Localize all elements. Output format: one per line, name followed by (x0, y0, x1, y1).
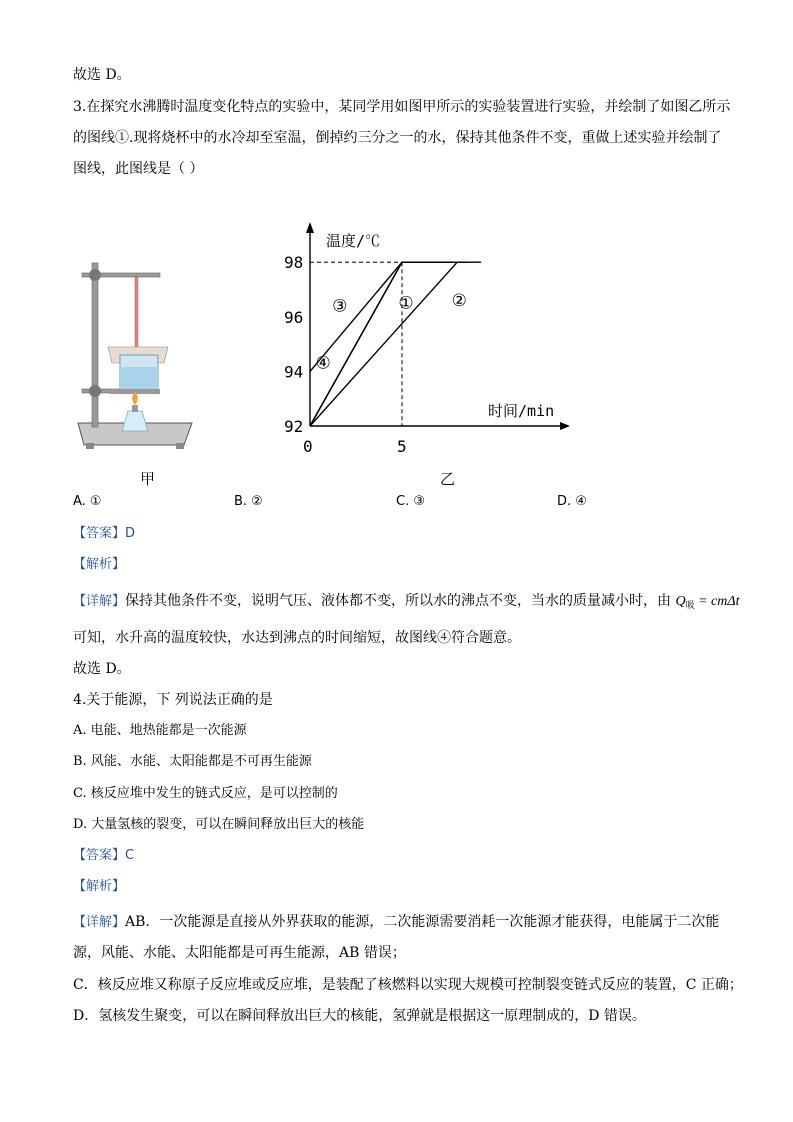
detail-3-line-1 (73, 591, 740, 615)
answer-label: 【答案】 (73, 526, 126, 541)
series-line-4 (310, 262, 402, 426)
figure-jia-caption: 甲 (140, 470, 156, 488)
detail-text: AB．一次能源是直接从外界获取的能源，二次能源需要消耗一次能源才能获得，电能属于二次能 (125, 914, 720, 930)
detail-label: 【详解】 (73, 915, 126, 930)
option-b[interactable]: B. ② (234, 494, 263, 509)
prev-conclusion: 故选 D。 (73, 67, 131, 83)
y-tick-label-94: 94 (284, 362, 304, 382)
x-axis-arrow (560, 422, 570, 430)
series-label-4: ④ (315, 353, 331, 374)
option-a[interactable]: A. ① (73, 494, 102, 509)
stand-rod (92, 263, 98, 427)
middle-clamp (89, 385, 101, 397)
origin-label: 0 (303, 437, 313, 456)
y-axis-arrow (306, 222, 314, 233)
detail-4-line-4: D．氢核发生聚变，可以在瞬间释放出巨大的核能，氢弹就是根据这一原理制成的，D 错误。 (73, 1008, 646, 1024)
conclusion-3: 故选 D。 (73, 661, 131, 677)
detail-4-line-1 (73, 912, 719, 933)
detail-3-line-2: 可知，水升高的温度较快，水达到沸点的时间缩短，故图线④符合题意。 (73, 630, 521, 646)
question-4-option-d[interactable]: D. 大量氢核的裂变，可以在瞬间释放出巨大的核能 (73, 817, 365, 832)
y-tick-label-98: 98 (284, 253, 304, 273)
apparatus-figure (70, 255, 200, 465)
top-clamp (89, 269, 101, 281)
x-tick-label-5: 5 (397, 437, 407, 456)
answer-value: D (125, 526, 136, 541)
answer-4 (73, 846, 134, 866)
answer-value: C (125, 848, 135, 863)
analysis-4-label: 【解析】 (73, 879, 126, 894)
x-axis-label: 时间/min (488, 402, 555, 420)
y-tick-label-96: 96 (284, 307, 304, 327)
answer-3 (73, 524, 135, 544)
detail-4-line-2: 源，风能、水能、太阳能都是可再生能源，AB 错误； (73, 945, 406, 961)
question-4: 4.关于能源，下 列说法正确的是 (73, 692, 273, 708)
question-3-line-3: 图线，此图线是（ ） (73, 161, 204, 177)
y-axis-label: 温度/℃ (326, 232, 381, 250)
series-label-1: ① (398, 293, 414, 314)
y-tick-label-92: 92 (284, 417, 304, 436)
question-4-option-b[interactable]: B. 风能、水能、太阳能都是不可再生能源 (73, 754, 312, 769)
series-label-3: ③ (332, 296, 348, 317)
detail-4-line-3: C．核反应堆又称原子反应堆或反应堆，是装配了核燃料以实现大规模可控制裂变链式反应的装置，C 正确； (73, 977, 743, 993)
option-d[interactable]: D. ④ (557, 494, 587, 509)
detail-text: 保持其他条件不变，说明气压、液体都不变，所以水的沸点不变，当水的质量减小时，由 (125, 593, 672, 609)
question-4-option-c[interactable]: C. 核反应堆中发生的链式反应，是可以控制的 (73, 786, 338, 801)
analysis-3-label: 【解析】 (73, 557, 126, 572)
heat-formula: $Q_吸 = cm\Delta t$ (675, 594, 740, 610)
question-3-line-1: 3.在探究水沸腾时温度变化特点的实验中，某同学用如图甲所示的实验装置进行实验，并绘制了如图乙所示 (73, 99, 731, 115)
figure-yi-caption: 乙 (440, 470, 456, 488)
alcohol-lamp (122, 411, 148, 431)
detail-label: 【详解】 (73, 594, 126, 609)
series-line-3 (310, 262, 457, 371)
option-c[interactable]: C. ③ (396, 494, 425, 509)
question-4-option-a[interactable]: A. 电能、地热能都是一次能源 (73, 723, 247, 738)
temperature-time-chart (270, 210, 580, 460)
question-3-line-2: 的图线①.现将烧杯中的水冷却至室温，倒掉约三分之一的水，保持其他条件不变，重做上述实验并绘制了 (73, 130, 722, 146)
answer-label: 【答案】 (73, 848, 126, 863)
series-label-2: ② (451, 290, 467, 311)
